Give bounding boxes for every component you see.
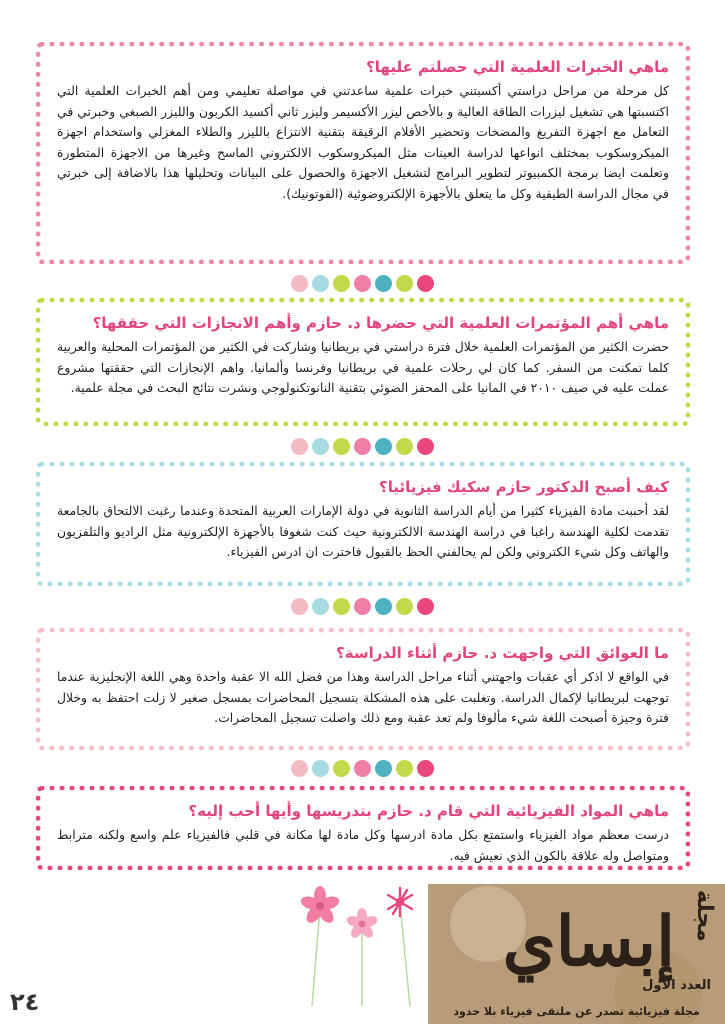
divider-dot <box>291 438 308 455</box>
divider-dot <box>375 598 392 615</box>
qa-section-taught-subjects <box>36 786 690 870</box>
divider-dot <box>396 275 413 292</box>
flower-icon <box>299 886 341 1006</box>
magazine-logo <box>428 884 725 1024</box>
qa-section-obstacles <box>36 628 690 750</box>
divider-dot <box>396 438 413 455</box>
question-heading: ماهي المواد الفيزيائية التي قام د. حازم بتدريسها وأيها أحب إليه؟ <box>188 802 669 820</box>
divider-dot <box>417 275 434 292</box>
question-heading: ماهي الخبرات العلمية التي حصلتم عليها؟ <box>366 58 669 76</box>
divider-dot <box>375 438 392 455</box>
divider-dot <box>312 598 329 615</box>
qa-section-becoming-physicist <box>36 462 690 586</box>
divider-dot <box>417 760 434 777</box>
answer-text: في الواقع لا اذكر أي عقبات واجهتني أثناء مراحل الدراسة وهذا من فضل الله الا عقبة واحدة وهي اللغة الإنجليزية عندما توجهت لبريطانيا لإكمال الدراسة. وتغلبت على هذه المشكلة بتسجيل المحاضرات بمسجل صغير لا زلت احتفظ به وخلال فترة وجيزة أصبحت اللغة شيء مألوفا ولم تعد عقبة ومع ذلك واصلت تسجيل المحاضرات. <box>57 669 669 725</box>
divider-dot <box>396 598 413 615</box>
answer-text: لقد أحببت مادة الفيزياء كثيرا من أيام الدراسة الثانوية في دولة الإمارات العربية المتحدة وعندما رغبت الالتحاق بالجامعة تقدمت لكلية الهندسة راغبا في دراسة الهندسة الالكترونية حيث كنت شغوفا بالأجهزة الإلكترونية مثل الراديو والتلفزيون والهاتف وكل شيء الكتروني ولكن لم يحالفني الحظ بالقبول فاخترت ان ادرس الفيزياء. <box>57 503 669 559</box>
divider-dot <box>333 438 350 455</box>
divider-dot <box>375 760 392 777</box>
divider-dot <box>333 275 350 292</box>
dot-divider <box>0 760 725 778</box>
divider-dot <box>375 275 392 292</box>
magazine-name: إبساي <box>502 902 675 982</box>
divider-dot <box>312 275 329 292</box>
answer-text: حضرت الكثير من المؤتمرات العلمية خلال فترة دراستي في بريطانيا وشاركت في الكثير من المؤتمرات المحلية والعربية كلما تمكنت من السفر. كما كان لي رحلات علمية في بريطانيا وفرنسا وألمانيا. واهم الإنجازات التي حققتها مشروع عملت عليه في صيف ٢٠١٠ في المانيا على المحفز الضوئي بتقنية النانوتكنولوجي ونشرت نتائج البحث في مجلة علمية. <box>57 339 669 395</box>
divider-dot <box>354 275 371 292</box>
divider-dot <box>333 760 350 777</box>
flower-icon <box>345 908 379 1006</box>
divider-dot <box>333 598 350 615</box>
dot-divider <box>0 275 725 293</box>
qa-section-experience <box>36 42 690 264</box>
divider-dot <box>291 275 308 292</box>
magazine-tagline: مجلة فيزيائية تصدر عن ملتقى فيزياء بلا حدود <box>453 1005 700 1018</box>
magazine-label: مجلة <box>692 890 717 942</box>
magazine-issue: العدد الأول <box>642 978 711 993</box>
answer-text: كل مرحلة من مراحل دراستي أكسبتني خبرات علمية ساعدتني في مواصلة تعليمي ومن أهم الخبرات العلمية التي اكتسبتها هي تشغيل ليزرات الطاقة العالية و بالأخص ليزر الأكسيمر وليزر ثاني أكسيد الكربون والليزر الصبغي وخبرتي في التعامل مع اجهزة التفريغ والمضخات وتحضير الأفلام الرقيقة بتقنية الانتزاع بالليزر والطلاء المغزلي واستخدام اجهزة الميكروسكوب بمختلف انواعها لدراسة العينات مثل الميكروسكوب الالكتروني الماسح وغيرها من الاجهزة المتطورة وتعلمت ايضا برمجة الكمبيوتر لتطوير البرامج لتشغيل الاجهزة والحصول على البيانات وتحليلها هذا بالاضافة إلى خبرتي في مجال الدراسة الطيفية وكل ما يتعلق بالأجهزة الإلكتروضوئية (الفوتونيك). <box>57 83 669 201</box>
divider-dot <box>396 760 413 777</box>
divider-dot <box>354 760 371 777</box>
divider-dot <box>417 598 434 615</box>
divider-dot <box>354 438 371 455</box>
page-number: ٢٤ <box>10 988 40 1016</box>
question-heading: كيف أصبح الدكتور حازم سكيك فيزيائيا؟ <box>379 478 669 496</box>
divider-dot <box>291 598 308 615</box>
question-heading: ما العوائق التي واجهت د. حازم أثناء الدراسة؟ <box>336 644 669 662</box>
divider-dot <box>417 438 434 455</box>
qa-section-conferences <box>36 298 690 426</box>
dot-divider <box>0 438 725 456</box>
divider-dot <box>354 598 371 615</box>
flowers-illustration <box>296 880 426 1010</box>
dot-divider <box>0 598 725 616</box>
question-heading: ماهي أهم المؤتمرات العلمية التي حضرها د. حازم وأهم الانجازات التي حققها؟ <box>92 314 669 332</box>
divider-dot <box>291 760 308 777</box>
divider-dot <box>312 438 329 455</box>
answer-text: درست معظم مواد الفيزياء واستمتع بكل مادة ادرسها وكل مادة لها مكانة في قلبي فالفيزياء علم واسع ولكنه مترابط ومتواصل وله علاقة بالكون الذي نعيش فيه. <box>57 827 669 863</box>
flower-icon <box>388 888 412 1006</box>
divider-dot <box>312 760 329 777</box>
